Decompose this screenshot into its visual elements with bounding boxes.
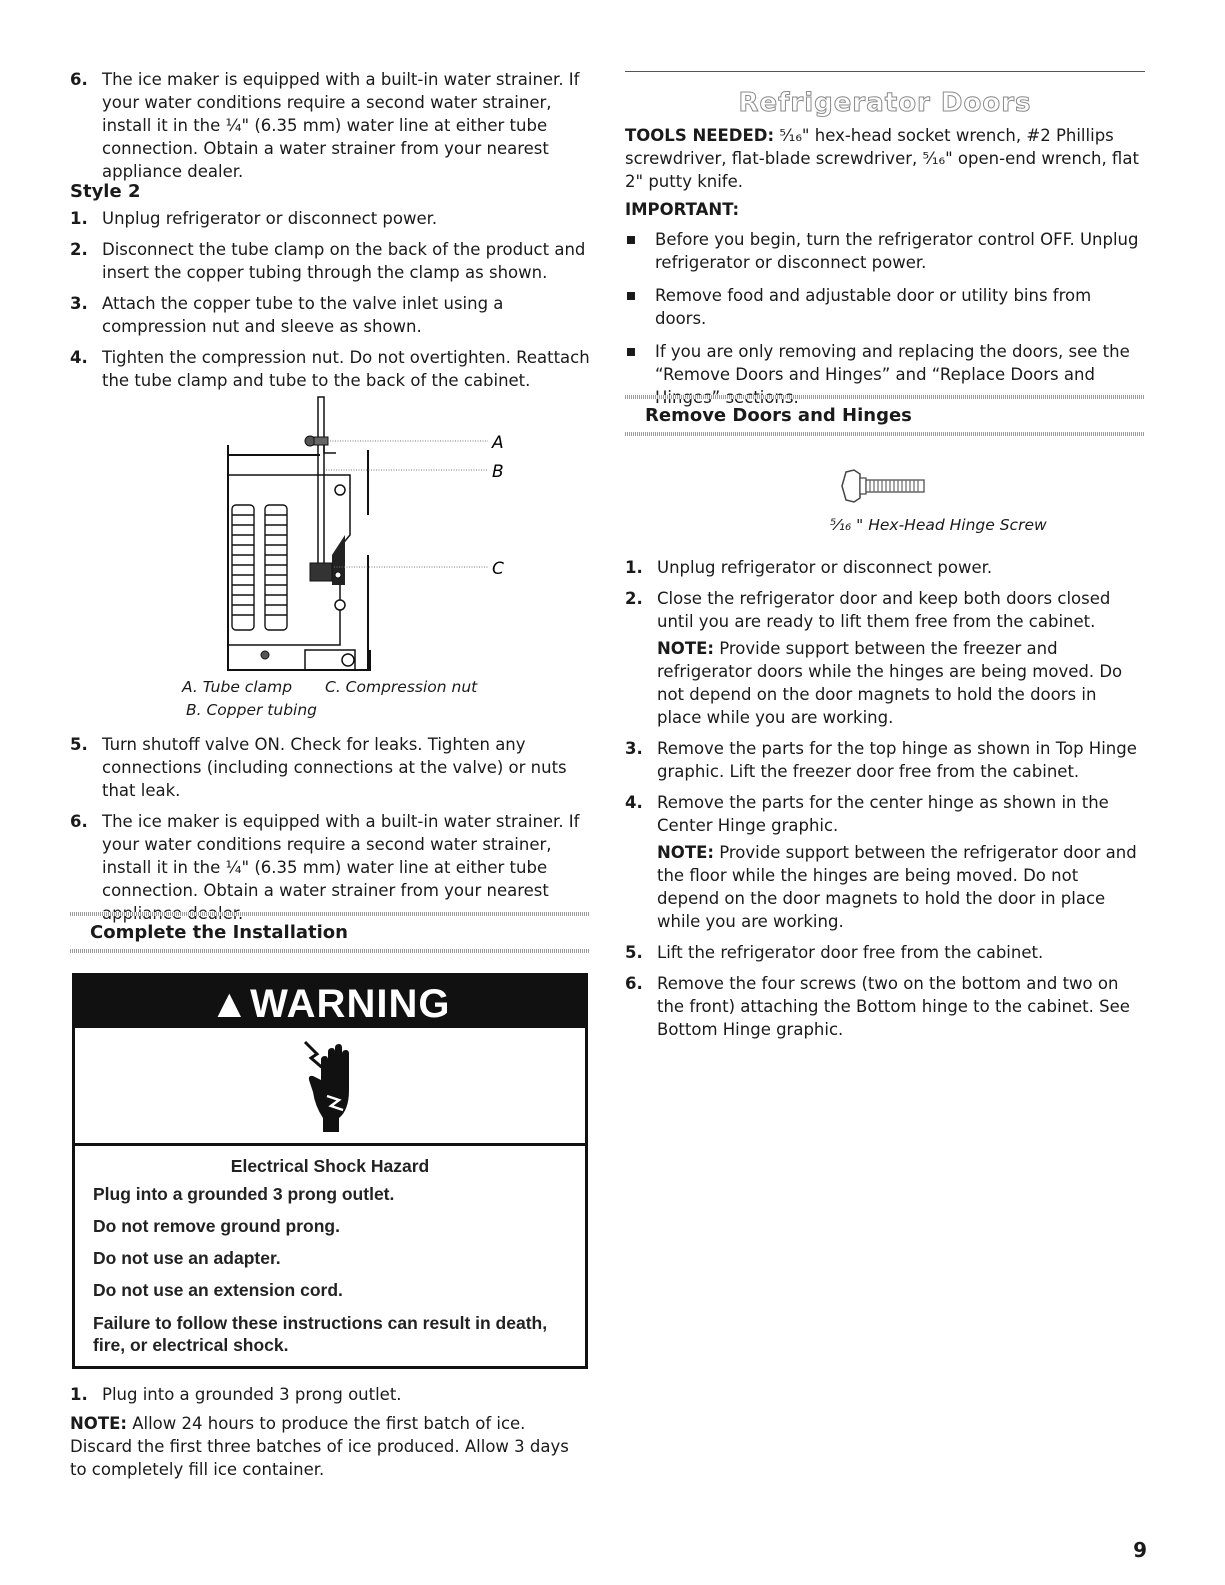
step-item: 3. Attach the copper tube to the valve inlet using a compression nut and sleeve as shown. [70,294,504,336]
warning-line: Failure to follow these instructions can result in death, fire, or electrical shock. [93,1313,548,1355]
step-item: 6. Remove the four screws (two on the bottom and two on the front) attaching the Bottom hinge to the cabinet. See Bottom Hinge graphic. [625,974,1130,1039]
step-item: 4. Tighten the compression nut. Do not overtighten. Reattach the tube clamp and tube to the back of the cabinet. [70,348,590,390]
section-title: Refrigerator Doors [738,88,1032,118]
bullet-item: If you are only removing and replacing the doors, see the “Remove Doors and Hinges” and “Replace Doors and [625,340,1145,409]
warning-line: Do not use an adapter. [93,1248,281,1268]
step-item: 5. Lift the refrigerator door free from the cabinet. [625,943,1044,962]
screw-caption: ⁵⁄₁₆ " Hex-Head Hinge Screw [830,516,1047,534]
complete-installation-section-header [70,912,590,953]
style2-heading: Style 2 [70,181,141,202]
remove-doors-section-header [625,395,1145,436]
hazard-title: Electrical Shock Hazard [230,1156,430,1176]
electrical-shock-hand-icon [303,1040,363,1135]
ice-note: NOTE: Allow 24 hours to produce the first batch of ice. Discard the first three batches of ice produced. Allow 3 days to completely fill ice container. [70,1414,569,1479]
bullet-item: Before you begin, turn the refrigerator control OFF. Unplug refrigerator or disconnect power. [625,228,1145,274]
warning-line: Plug into a grounded 3 prong outlet. [93,1184,395,1204]
bullet-square-icon [627,292,635,300]
remove-doors-heading: Remove Doors and Hinges [645,405,912,426]
warning-triangle-icon: ▲ [209,982,251,1026]
divider [70,949,590,953]
remove-doors-step-list [625,556,1145,1049]
title-rule [625,71,1145,72]
bullet-item: Remove food and adjustable door or utility bins from doors. [625,284,1145,330]
step-item: 3. Remove the parts for the top hinge as shown in Top Hinge graphic. Lift the freezer door free from the cabinet. [625,739,1137,781]
page-number: 9 [1133,1538,1147,1562]
step-item: 2. Disconnect the tube clamp on the back of the product and insert the copper tubing through the clamp as shown. [70,240,586,282]
bullet-square-icon [627,348,635,356]
shock-icon-area [75,1028,585,1146]
step-item: 1. Unplug refrigerator or disconnect power. [70,209,438,228]
warning-header: ▲WARNING [75,976,585,1028]
step-item: 2. Close the refrigerator door and keep both doors closed until you are ready to lift them free from the cabinet. [625,589,1111,631]
warning-line: Do not remove ground prong. [93,1216,340,1236]
warning-line: Do not use an extension cord. [93,1280,343,1300]
step-item: 6. The ice maker is equipped with a built-in water strainer. If your water conditions require a second water strainer, install it in the ¼" (6.35 mm) water line at either tube connection. Obtain a water strainer from your nearest [70,812,580,900]
tools-needed: TOOLS NEEDED: ⁵⁄₁₆" hex-head socket wrench, #2 Phillips screwdriver, flat-blade screwdriver, ⁵⁄₁₆" open-end wrench, flat 2" putty knife. [625,126,1139,191]
warning-box [72,973,588,1369]
step-item: 1. Unplug refrigerator or disconnect power. [625,558,993,577]
caption-copper-tubing: B. Copper tubing [186,701,318,719]
label-c: C [492,559,504,579]
style2-step-list [70,207,590,400]
final-step-list [70,1383,590,1414]
copper-tube-diagram [220,395,520,685]
step-item: 1. Plug into a grounded 3 prong outlet. [70,1385,402,1404]
step-item: 4. Remove the parts for the center hinge as shown in the Center Hinge graphic. [625,793,1109,835]
important-bullet-list [625,228,1145,419]
caption-compression-nut: C. Compression nut [325,678,478,696]
hex-head-screw-icon [840,468,930,504]
top-step-list [70,68,590,191]
step-item: 6. The ice maker is equipped with a built-in water strainer. If your water conditions require a second water strainer, install it in the ¼" (6.35 mm) water line at either tube connection. Obtain a water strainer from your nearest appliance dealer. [70,70,580,181]
divider [625,432,1145,436]
step-note: NOTE: Provide support between the refrigerator door and the floor while the hinges are being moved. Do not depend on the door magnets to hold the door in place while you are working. [657,843,1137,931]
later-step-list [70,733,590,933]
important-label: IMPORTANT: [625,200,740,219]
step-item: 5. Turn shutoff valve ON. Check for leaks. Tighten any connections (including connections at the valve) or nuts that leak. [70,735,567,800]
step-note: NOTE: Provide support between the freezer and refrigerator doors while the hinges are being moved. Do not depend on the door magnets to hold the doors in place while you are working. [657,639,1123,727]
label-a: A [492,433,504,453]
caption-tube-clamp: A. Tube clamp [182,678,293,696]
label-b: B [492,462,504,482]
complete-installation-heading: Complete the Installation [90,922,348,943]
bullet-square-icon [627,236,635,244]
